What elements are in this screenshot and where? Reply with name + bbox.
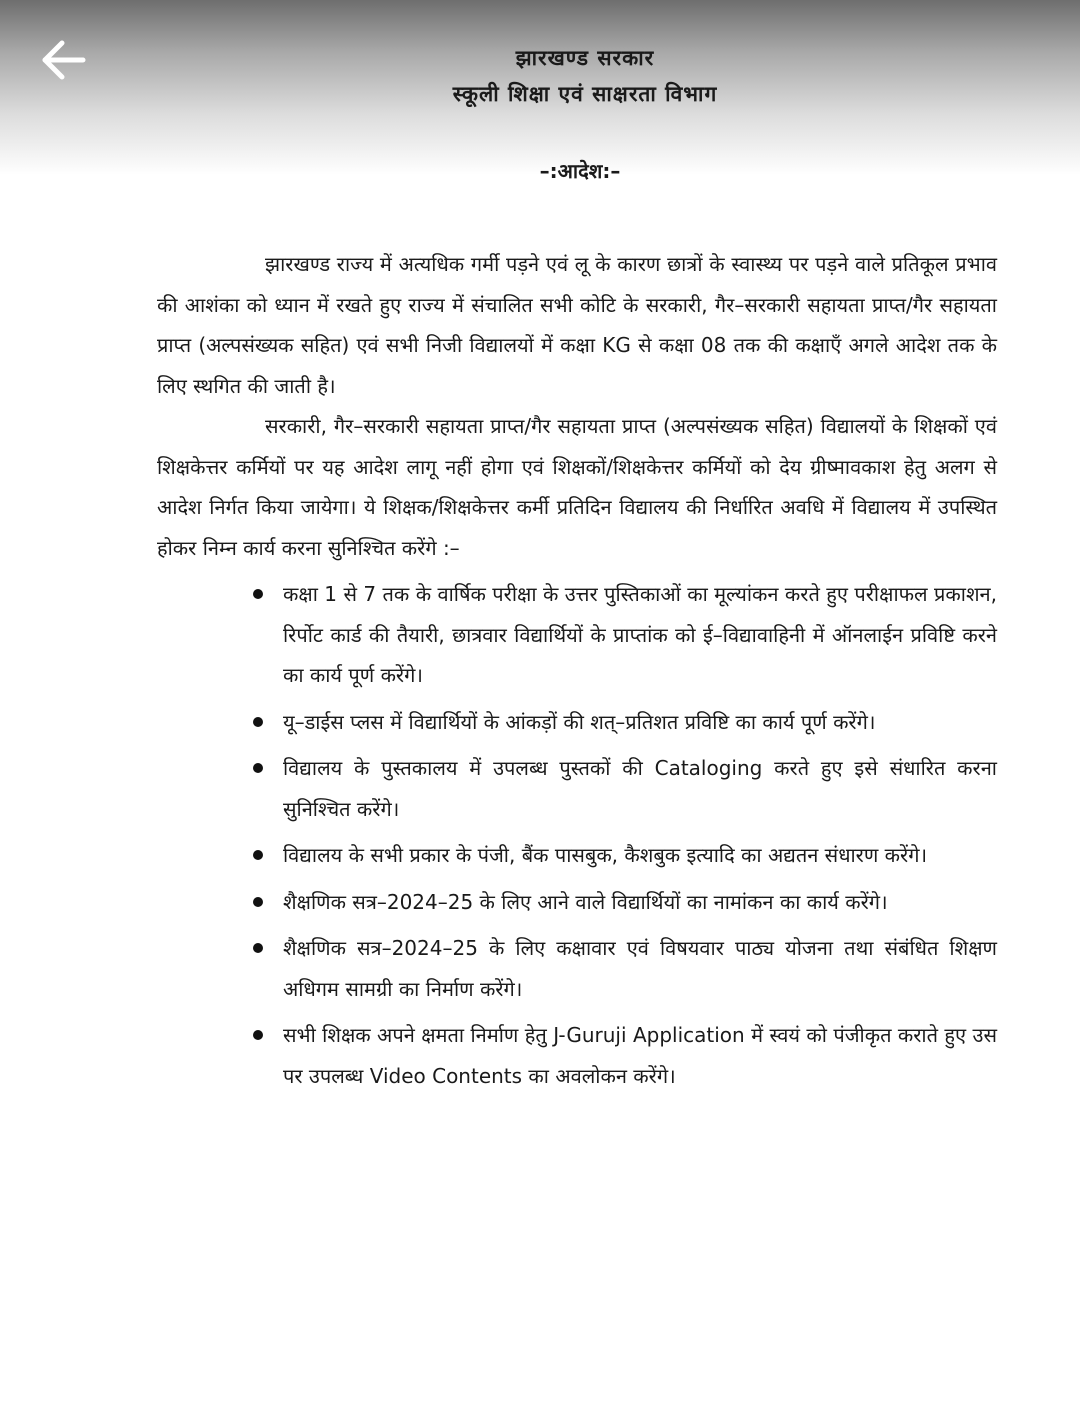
bullet-icon (253, 943, 263, 953)
government-name: झारखण्ड सरकार (515, 46, 655, 70)
bullet-icon (253, 897, 263, 907)
list-item-text: यू–डाईस प्लस में विद्यार्थियों के आंकड़ों की शत्–प्रतिशत प्रविष्टि का कार्य पूर्ण करेंगे। (283, 709, 876, 734)
bullet-icon (253, 850, 263, 860)
document-body (157, 244, 997, 1096)
task-list (157, 574, 997, 1096)
department-name: स्कूली शिक्षा एवं साक्षरता विभाग (452, 82, 718, 106)
list-item-text: विद्यालय के पुस्तकालय में उपलब्ध पुस्तकों की Cataloging करते हुए इसे संधारित करना सुनिश्चित करेंगे। (283, 756, 997, 821)
order-title: –:आदेश:– (539, 159, 621, 183)
list-item (157, 882, 997, 923)
bullet-icon (253, 717, 263, 727)
list-item-text: शैक्षणिक सत्र–2024–25 के लिए आने वाले विद्यार्थियों का नामांकन का कार्य करेंगे। (283, 889, 888, 914)
list-item (157, 835, 997, 876)
list-item-text: कक्षा 1 से 7 तक के वार्षिक परीक्षा के उत्तर पुस्तिकाओं का मूल्यांकन करते हुए परीक्षाफल प्रकाशन, रिर्पोट कार्ड की तैयारी, छात्रवार विद्यार्थियों के प्राप्तांक को ई–विद्यावाहिनी में ऑनलाईन प्रविष्टि करने का कार्य पूर्ण करेंगे। (283, 582, 997, 687)
order-paragraph-2: सरकारी, गैर–सरकारी सहायता प्राप्त/गैर सहायता प्राप्त (अल्पसंख्यक सहित) विद्यालयों के शिक्षकों एवं शिक्षकेत्तर कर्मियों पर यह आदेश लागू नहीं होगा एवं शिक्षकों/शिक्षकेत्तर कर्मियों को देय ग्रीष्मावकाश हेतु अलग से आदेश निर्गत किया जायेगा। ये शिक्षक/शिक्षकेत्तर कर्मी प्रतिदिन विद्यालय की निर्धारित अवधि में विद्यालय में उपस्थित होकर निम्न कार्य करना सुनिश्चित करेंगे :– (157, 414, 997, 560)
list-item (157, 1015, 997, 1096)
list-item (157, 702, 997, 743)
order-paragraph-1: झारखण्ड राज्य में अत्यधिक गर्मी पड़ने एवं लू के कारण छात्रों के स्वास्थ्य पर पड़ने वाले प्रतिकूल प्रभाव की आशंका को ध्यान में रखते हुए राज्य में संचालित सभी कोटि के सरकारी, गैर–सरकारी सहायता प्राप्त/गैर सहायता प्राप्त (अल्पसंख्यक सहित) एवं सभी निजी विद्यालयों में कक्षा KG से कक्षा 08 तक की कक्षाएँ अगले आदेश तक के लिए स्थगित की जाती है। (157, 252, 997, 398)
list-item-text: विद्यालय के सभी प्रकार के पंजी, बैंक पासबुक, कैशबुक इत्यादि का अद्यतन संधारण करेंगे। (283, 843, 928, 867)
list-item-text: सभी शिक्षक अपने क्षमता निर्माण हेतु J-Guruji Application में स्वयं को पंजीकृत कराते हुए उस पर उपलब्ध Video Contents का अवलोकन करेंगे। (283, 1023, 997, 1088)
list-item (157, 574, 997, 696)
list-item (157, 928, 997, 1009)
bullet-icon (253, 763, 263, 773)
list-item (157, 748, 997, 829)
bullet-icon (253, 589, 263, 599)
list-item-text: शैक्षणिक सत्र–2024–25 के लिए कक्षावार एवं विषयवार पाठ्य योजना तथा संबंधित शिक्षण अधिगम सामग्री का निर्माण करेंगे। (283, 936, 997, 1001)
bullet-icon (253, 1030, 263, 1040)
document-header (0, 44, 1080, 108)
